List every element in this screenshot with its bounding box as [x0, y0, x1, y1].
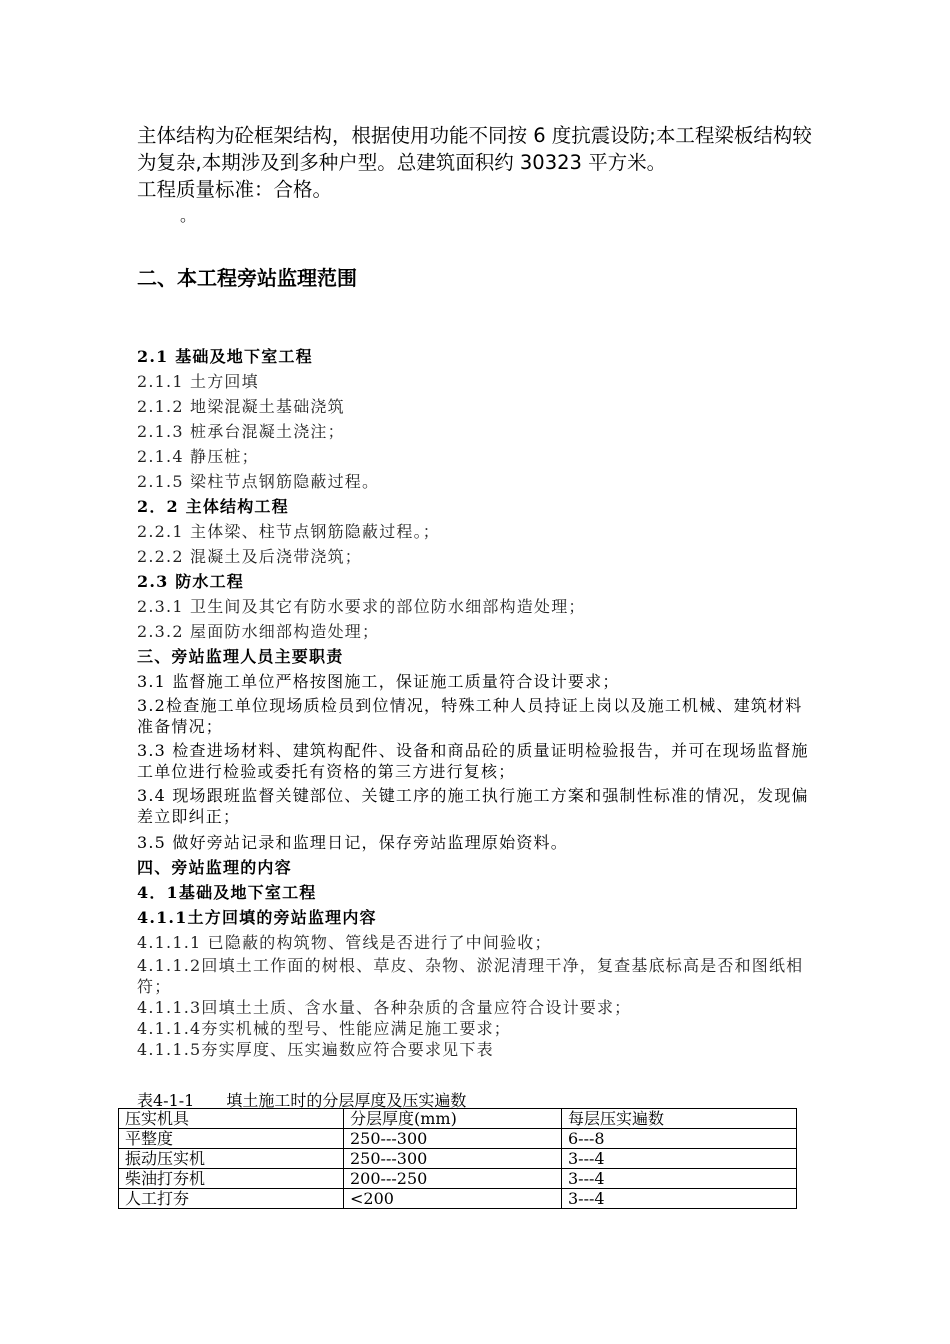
table-cell: 人工打夯	[119, 1189, 344, 1209]
intro-text: 主体结构为砼框架结构，根据使用功能不同按 6 度抗震设防;本工程梁板结构较为复杂,本期涉及到多种户型。总建筑面积约 30323 平方米。	[137, 124, 812, 174]
subsection-heading: 2.1 基础及地下室工程	[137, 347, 313, 366]
duty-item: 3.4 现场跟班监督关键部位、关键工序的施工执行施工方案和强制性标准的情况，发现偏差立即纠正；	[137, 786, 809, 826]
section4-heading: 四、旁站监理的内容	[137, 858, 292, 877]
subsection-heading: 2．2 主体结构工程	[137, 497, 289, 516]
list-item: 2.1.2 地梁混凝土基础浇筑	[137, 397, 345, 416]
subsection-heading: 4．1基础及地下室工程	[137, 883, 317, 902]
content-item: 4.1.1.2回填土工作面的树根、草皮、杂物、淤泥清理干净，复查基底标高是否和图纸相符；	[137, 956, 804, 996]
list-item: 2.1.4 静压桩；	[137, 447, 259, 466]
table-cell: 振动压实机	[119, 1149, 344, 1169]
table-header-row	[119, 1109, 797, 1129]
table-caption: 表4-1-1 填土施工时的分层厚度及压实遍数	[137, 1091, 467, 1110]
table-cell: 250---300	[344, 1129, 562, 1149]
quality-standard: 工程质量标准：合格。	[137, 178, 333, 201]
content-item: 4.1.1.4夯实机械的型号、性能应满足施工要求；	[137, 1019, 511, 1038]
stray-period: 。	[180, 206, 197, 225]
section2-heading: 二、本工程旁站监理范围	[137, 266, 357, 290]
list-item: 2.1.3 桩承台混凝土浇注；	[137, 422, 345, 441]
table-cell: 200---250	[344, 1169, 562, 1189]
list-item: 2.3.1 卫生间及其它有防水要求的部位防水细部构造处理；	[137, 597, 586, 616]
table-cell: 3---4	[562, 1189, 797, 1209]
intro-paragraph	[137, 122, 817, 203]
compaction-table	[118, 1108, 797, 1209]
subsection-heading: 2.3 防水工程	[137, 572, 245, 591]
table-cell: 3---4	[562, 1149, 797, 1169]
list-item: 2.1.1 土方回填	[137, 372, 259, 391]
table-header: 分层厚度(mm)	[344, 1109, 562, 1129]
table-row	[119, 1189, 797, 1209]
table-cell: 平整度	[119, 1129, 344, 1149]
list-item: 2.1.5 梁柱节点钢筋隐蔽过程。	[137, 472, 380, 491]
table-cell: 6---8	[562, 1129, 797, 1149]
duty-item: 3.2检查施工单位现场质检员到位情况，特殊工种人员持证上岗以及施工机械、建筑材料准备情况；	[137, 696, 803, 736]
table-row	[119, 1149, 797, 1169]
list-item: 2.2.2 混凝土及后浇带浇筑；	[137, 547, 362, 566]
document-body	[137, 344, 817, 1060]
table-header: 每层压实遍数	[562, 1109, 797, 1129]
content-item: 4.1.1.5夯实厚度、压实遍数应符合要求见下表	[137, 1040, 494, 1059]
content-item: 4.1.1.3回填土土质、含水量、各种杂质的含量应符合设计要求；	[137, 998, 632, 1017]
duty-item: 3.3 检查进场材料、建筑构配件、设备和商品砼的质量证明检验报告，并可在现场监督施工单位进行检验或委托有资格的第三方进行复核；	[137, 741, 809, 781]
list-item: 2.2.1 主体梁、柱节点钢筋隐蔽过程。；	[137, 522, 440, 541]
content-item: 4.1.1.1 已隐蔽的构筑物、管线是否进行了中间验收；	[137, 933, 552, 952]
list-item: 2.3.2 屋面防水细部构造处理；	[137, 622, 380, 641]
table-cell: 柴油打夯机	[119, 1169, 344, 1189]
subsection-heading: 4.1.1土方回填的旁站监理内容	[137, 908, 377, 927]
duty-item: 3.5 做好旁站记录和监理日记，保存旁站监理原始资料。	[137, 833, 568, 852]
table-header: 压实机具	[119, 1109, 344, 1129]
table-cell: 250---300	[344, 1149, 562, 1169]
table-row	[119, 1169, 797, 1189]
table-cell: <200	[344, 1189, 562, 1209]
duty-item: 3.1 监督施工单位严格按图施工，保证施工质量符合设计要求；	[137, 672, 620, 691]
table-cell: 3---4	[562, 1169, 797, 1189]
table-row	[119, 1129, 797, 1149]
section3-heading: 三、旁站监理人员主要职责	[137, 647, 344, 666]
